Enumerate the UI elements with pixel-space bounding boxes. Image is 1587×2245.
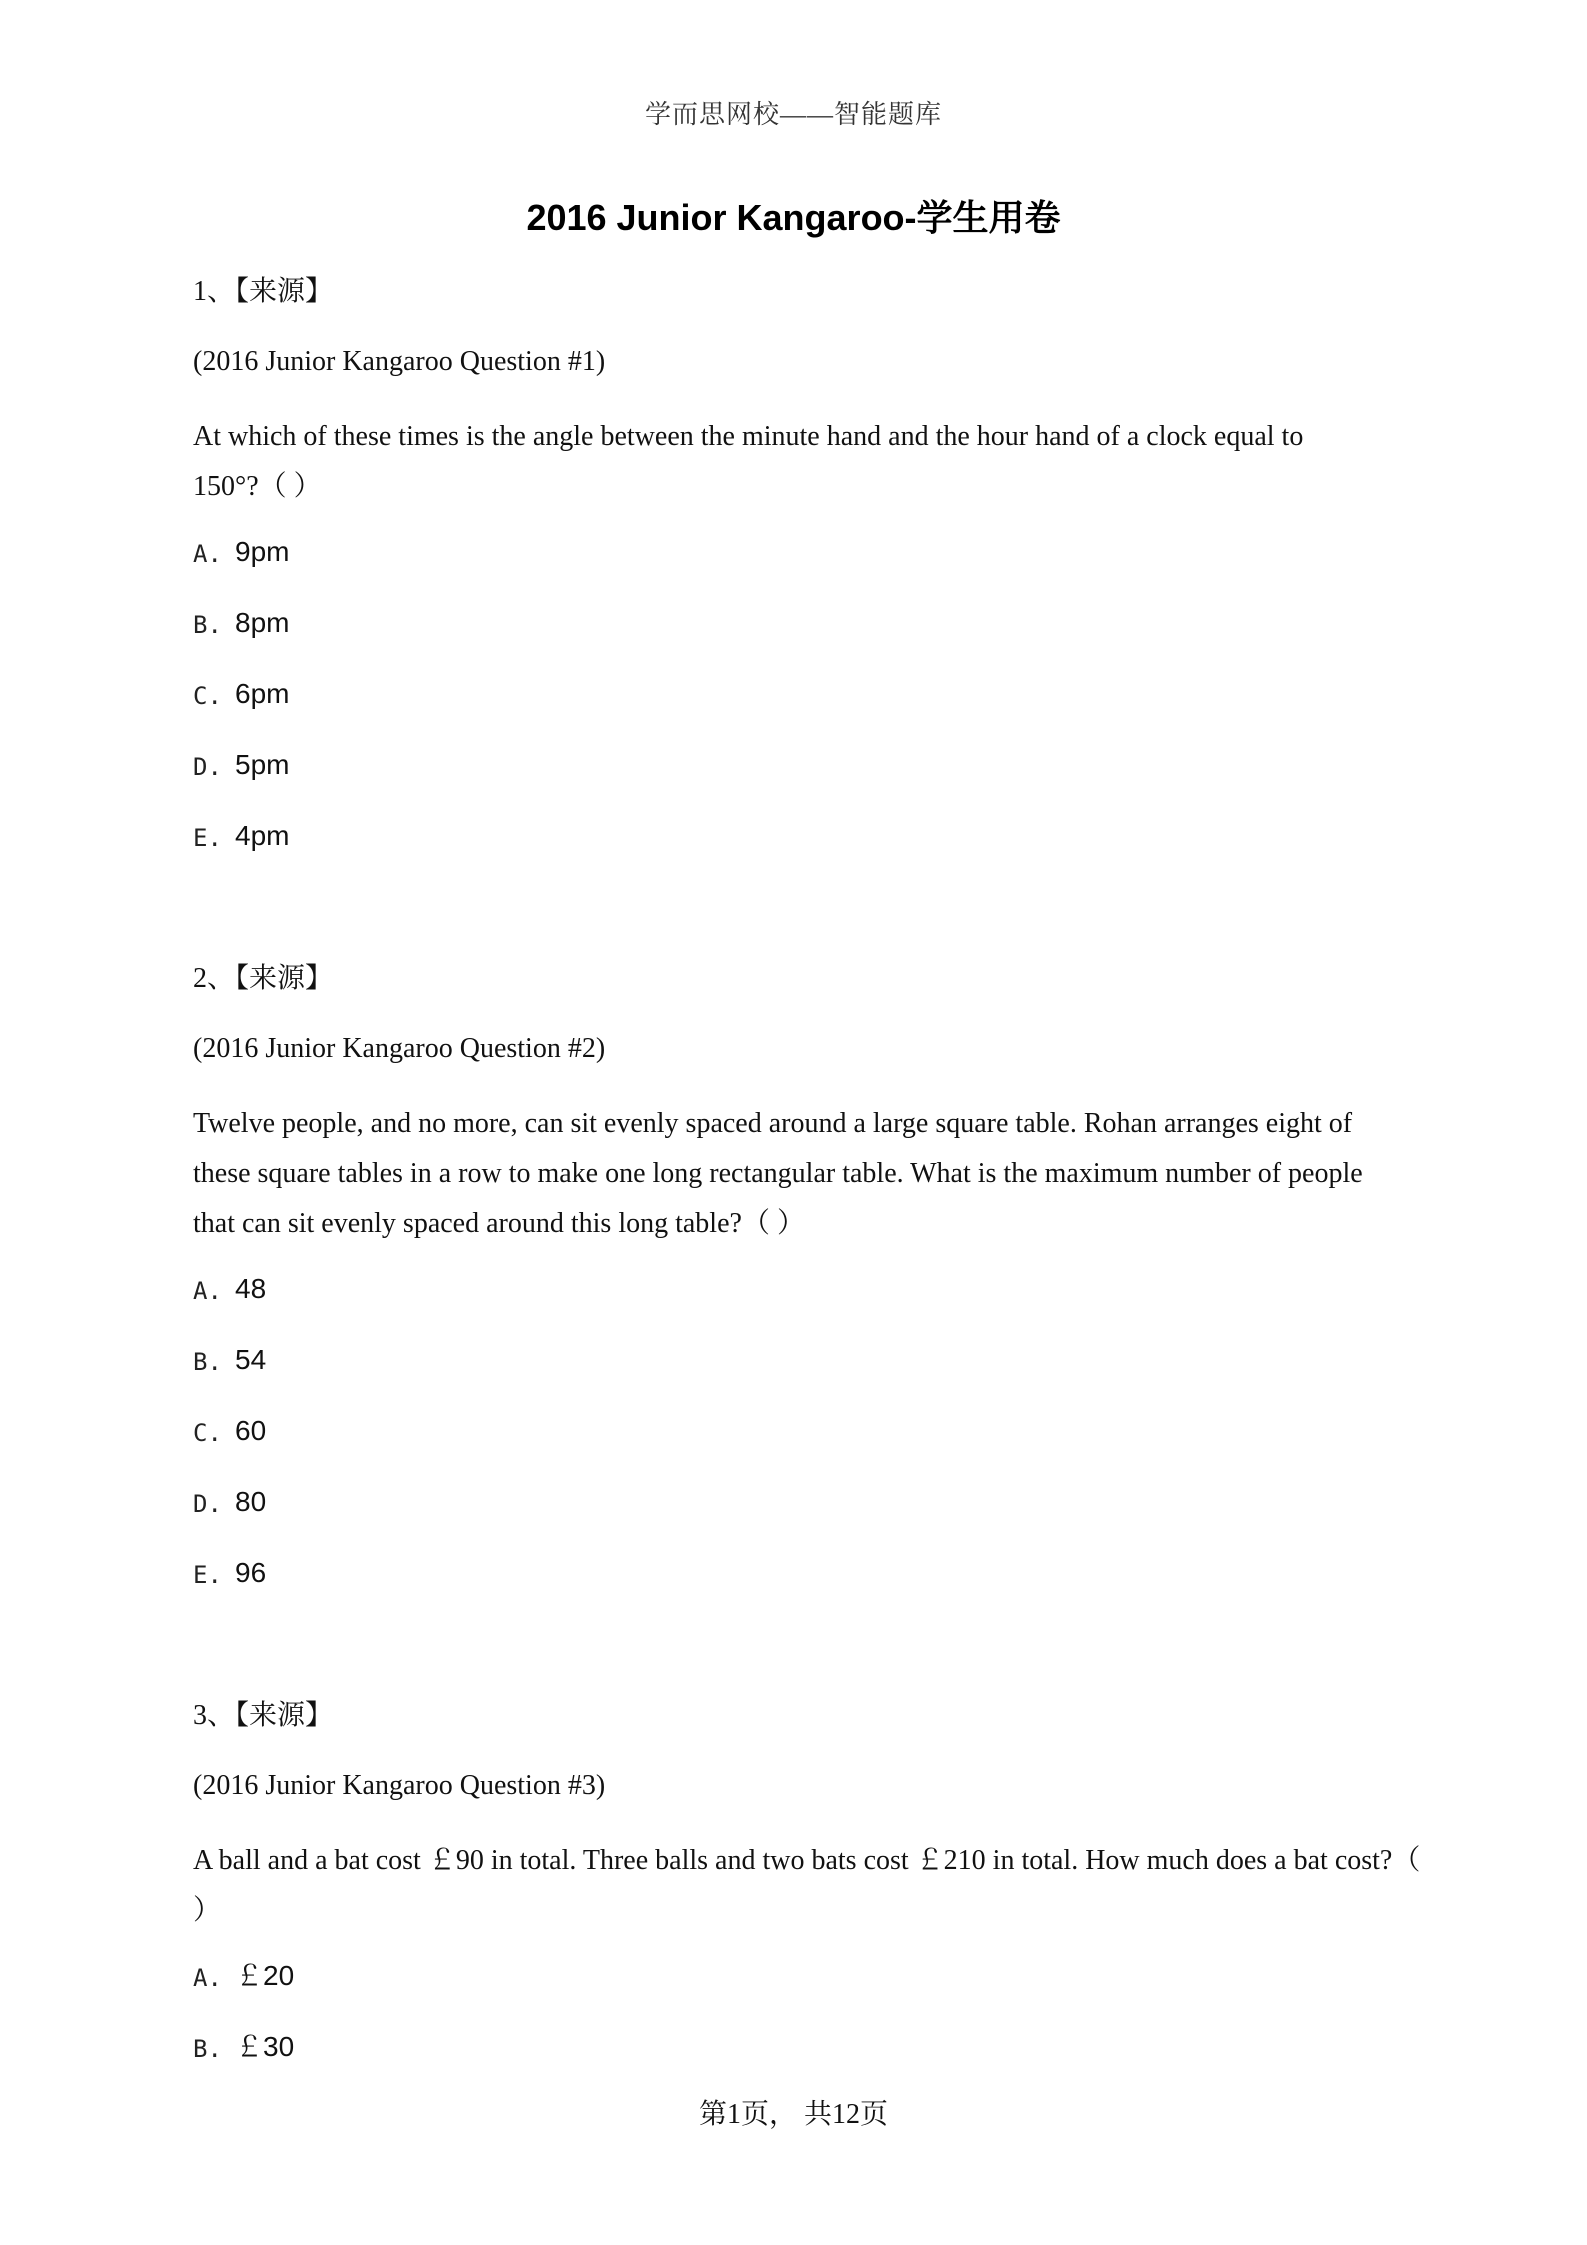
option-letter: E.: [193, 824, 222, 852]
option-text: ￡30: [235, 2031, 295, 2062]
option-letter: B.: [193, 2035, 222, 2063]
question-source: (2016 Junior Kangaroo Question #2): [193, 1033, 606, 1064]
option-letter: D.: [193, 753, 222, 781]
option-letter: C.: [193, 1419, 222, 1447]
option-text: 8pm: [235, 607, 290, 638]
option-a: [193, 1269, 1423, 1340]
question-1: [193, 272, 1423, 887]
option-c: [193, 1411, 1423, 1482]
question-2: [193, 959, 1423, 1624]
option-a: [193, 532, 1423, 603]
question-stem: A ball and a bat cost ￡90 in total. Three balls and two bats cost ￡210 in total. How much does a bat cost?（ ）: [193, 1845, 1421, 1926]
option-text: 9pm: [235, 536, 290, 567]
document-title: 2016 Junior Kangaroo-学生用卷: [526, 197, 1061, 238]
option-c: [193, 674, 1423, 745]
option-text: 54: [235, 1344, 267, 1375]
question-3: [193, 1696, 1423, 2098]
question-number: 3、【来源】: [193, 1700, 334, 1731]
question-source: (2016 Junior Kangaroo Question #1): [193, 346, 606, 377]
option-e: [193, 1553, 1423, 1624]
option-text: 48: [235, 1273, 267, 1304]
option-text: ￡20: [235, 1960, 295, 1991]
option-text: 80: [235, 1486, 267, 1517]
question-number: 2、【来源】: [193, 963, 334, 994]
option-d: [193, 745, 1423, 816]
question-source: (2016 Junior Kangaroo Question #3): [193, 1770, 606, 1801]
option-text: 5pm: [235, 749, 290, 780]
question-stem: Twelve people, and no more, can sit evenly spaced around a large square table. Rohan arranges eight of these square tables in a row to make one long rectangular table. What is the maximum number of people that can sit evenly spaced around this long table?（ ）: [193, 1108, 1363, 1239]
option-b: [193, 1340, 1423, 1411]
option-text: 96: [235, 1557, 267, 1588]
option-b: [193, 2027, 1423, 2098]
option-text: 4pm: [235, 820, 290, 851]
option-letter: A.: [193, 540, 222, 568]
option-text: 60: [235, 1415, 267, 1446]
option-letter: A.: [193, 1964, 222, 1992]
option-letter: A.: [193, 1277, 222, 1305]
question-stem: At which of these times is the angle between the minute hand and the hour hand of a clock equal to 150°?（ ）: [193, 421, 1304, 502]
option-letter: B.: [193, 611, 222, 639]
option-letter: E.: [193, 1561, 222, 1589]
option-e: [193, 816, 1423, 887]
option-letter: C.: [193, 682, 222, 710]
option-letter: D.: [193, 1490, 222, 1518]
option-text: 6pm: [235, 678, 290, 709]
question-number: 1、【来源】: [193, 276, 334, 307]
page-number: 第1页， 共12页: [698, 2099, 888, 2130]
option-a: [193, 1956, 1423, 2027]
page-header: 学而思网校——智能题库: [644, 100, 942, 129]
option-b: [193, 603, 1423, 674]
question-list: [193, 272, 1423, 2170]
option-d: [193, 1482, 1423, 1553]
option-letter: B.: [193, 1348, 222, 1376]
